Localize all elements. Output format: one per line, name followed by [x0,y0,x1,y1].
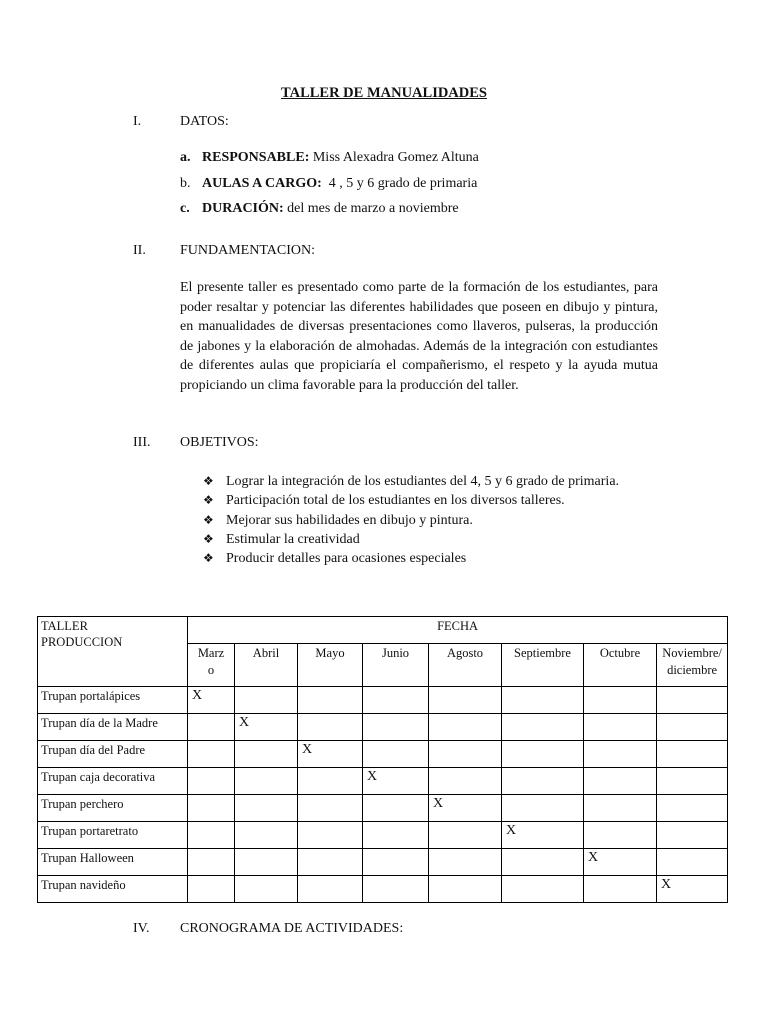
taller-label: Trupan perchero [38,795,188,822]
objetivo-text: Mejorar sus habilidades en dibujo y pintura. [226,512,473,528]
taller-label: Trupan Halloween [38,849,188,876]
taller-label: Trupan portaretrato [38,822,188,849]
schedule-mark: X [502,822,584,849]
schedule-cell [188,714,235,741]
objetivos-list [203,472,623,568]
table-row [38,876,728,903]
schedule-mark: X [188,687,235,714]
schedule-cell [235,687,298,714]
schedule-cell [657,822,728,849]
schedule-cell [298,795,363,822]
table-row [38,741,728,768]
schedule-cell [657,741,728,768]
list-item [203,472,623,491]
table-row [38,795,728,822]
datos-label: AULAS A CARGO: [202,176,322,191]
datos-duracion [180,201,459,217]
schedule-cell [584,876,657,903]
section-1-heading: DATOS: [180,114,229,129]
month-header: Abril [235,644,298,687]
table-row [38,849,728,876]
schedule-cell [298,714,363,741]
schedule-cell [429,822,502,849]
table-row [38,687,728,714]
section-2-number: II. [133,243,146,258]
month-header: Noviembre/ diciembre [657,644,728,687]
schedule-cell [502,714,584,741]
schedule-mark: X [584,849,657,876]
list-item [203,491,623,510]
taller-produccion-header: TALLER PRODUCCION [38,617,188,687]
schedule-cell [298,849,363,876]
schedule-cell [298,876,363,903]
section-3-number: III. [133,435,151,450]
month-header: Marz o [188,644,235,687]
section-3-heading: OBJETIVOS: [180,435,259,450]
datos-label: RESPONSABLE: [202,150,310,165]
fecha-header: FECHA [188,617,728,644]
schedule-cell [188,741,235,768]
schedule-cell [502,795,584,822]
schedule-cell [188,795,235,822]
schedule-cell [235,741,298,768]
schedule-table [37,616,728,903]
table-row [38,822,728,849]
objetivo-text: Lograr la integración de los estudiantes del 4, 5 y 6 grado de primaria. [226,474,620,489]
diamond-bullet-icon: ❖ [203,531,214,546]
schedule-cell [584,795,657,822]
schedule-cell [584,714,657,741]
schedule-mark: X [298,741,363,768]
document-title: TALLER DE MANUALIDADES [281,85,487,101]
schedule-cell [429,849,502,876]
datos-letter: b. [180,176,191,191]
schedule-cell [502,687,584,714]
schedule-cell [502,876,584,903]
schedule-mark: X [235,714,298,741]
table-row [38,714,728,741]
datos-label: DURACIÓN: [202,201,284,216]
schedule-cell [235,768,298,795]
schedule-cell [363,714,429,741]
taller-label: Trupan día del Padre [38,741,188,768]
schedule-cell [657,795,728,822]
schedule-cell [188,822,235,849]
schedule-cell [502,741,584,768]
month-header: Agosto [429,644,502,687]
schedule-mark: X [657,876,728,903]
diamond-bullet-icon: ❖ [203,551,214,566]
schedule-cell [363,741,429,768]
schedule-cell [235,849,298,876]
schedule-cell [584,768,657,795]
schedule-cell [235,876,298,903]
schedule-cell [584,741,657,768]
taller-label: Trupan portalápices [38,687,188,714]
objetivo-text: Estimular la creatividad [226,531,360,547]
schedule-cell [235,795,298,822]
section-1-number: I. [133,114,142,129]
section-2-heading: FUNDAMENTACION: [180,243,315,258]
schedule-cell [188,768,235,795]
taller-label: Trupan navideño [38,876,188,903]
datos-letter: c. [180,201,190,216]
month-header: Octubre [584,644,657,687]
schedule-cell [657,849,728,876]
schedule-cell [429,876,502,903]
objetivo-text: Participación total de los estudiantes en los diversos talleres. [226,493,565,509]
schedule-cell [502,849,584,876]
datos-responsable [180,150,479,166]
list-item [203,511,623,530]
schedule-mark: X [363,768,429,795]
schedule-cell [363,687,429,714]
list-item [203,530,623,549]
section-4-heading: CRONOGRAMA DE ACTIVIDADES: [180,921,404,936]
diamond-bullet-icon: ❖ [203,512,214,527]
schedule-cell [657,714,728,741]
month-header: Mayo [298,644,363,687]
list-item [203,549,623,568]
schedule-cell [363,822,429,849]
schedule-cell [584,687,657,714]
schedule-cell [502,768,584,795]
schedule-cell [657,687,728,714]
objetivo-text: Producir detalles para ocasiones especiales [226,551,467,567]
schedule-cell [363,849,429,876]
datos-aulas [180,176,477,192]
schedule-cell [298,822,363,849]
datos-value: Miss Alexadra Gomez Altuna [309,150,479,165]
schedule-mark: X [429,795,502,822]
section-4-number: IV. [133,921,150,936]
schedule-cell [298,687,363,714]
schedule-cell [429,768,502,795]
datos-value: del mes de marzo a noviembre [283,201,459,216]
schedule-cell [429,741,502,768]
table-row [38,768,728,795]
schedule-cell [363,795,429,822]
schedule-cell [657,768,728,795]
table-header-row [38,617,728,644]
datos-value: 4 , 5 y 6 grado de primaria [321,176,478,191]
month-header: Junio [363,644,429,687]
schedule-cell [188,849,235,876]
schedule-cell [584,822,657,849]
schedule-cell [363,876,429,903]
schedule-cell [188,876,235,903]
datos-letter: a. [180,150,191,165]
schedule-cell [298,768,363,795]
taller-label: Trupan día de la Madre [38,714,188,741]
taller-label: Trupan caja decorativa [38,768,188,795]
schedule-cell [429,714,502,741]
diamond-bullet-icon: ❖ [203,474,214,488]
fundamentacion-paragraph: El presente taller es presentado como parte de la formación de los estudiantes, para poder resaltar y potenciar las diferentes habilidades que poseen en dibujo y pintura, en manualidades de diversas presentaciones como llaveros, pulseras, la producción de jabones y la elaboración de almohadas. Además de la integración con estudiantes de diferentes aulas que propiciaría el compañerismo, el respeto y la ayuda mutua propiciando un clima favorable para la producción del taller. [180,280,658,393]
schedule-cell [235,822,298,849]
month-header: Septiembre [502,644,584,687]
diamond-bullet-icon: ❖ [203,493,214,508]
schedule-cell [429,687,502,714]
